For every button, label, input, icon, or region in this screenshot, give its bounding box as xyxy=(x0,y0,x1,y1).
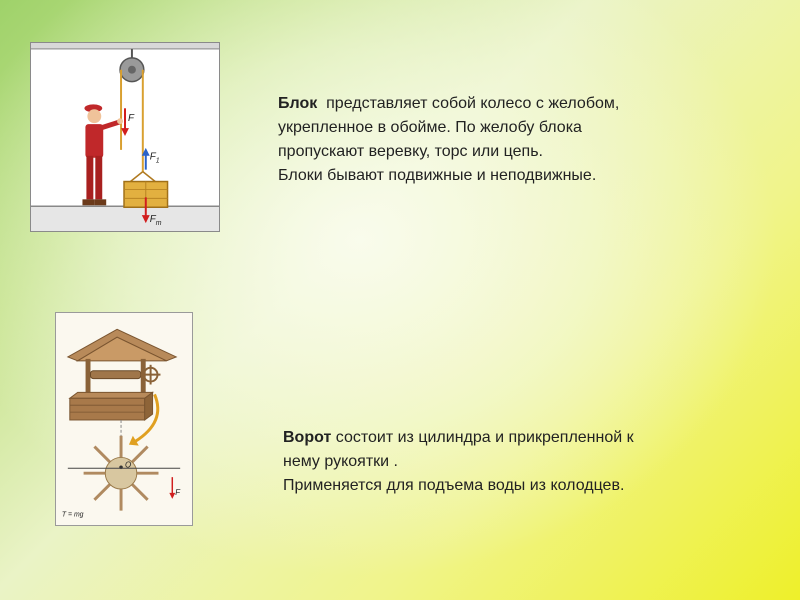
floor xyxy=(31,206,219,231)
pulley-term: Блок xyxy=(278,95,318,112)
force-label: F xyxy=(175,487,181,497)
well-box xyxy=(70,392,153,420)
gravity-label: $F_т$ xyxy=(149,214,162,228)
winch-illustration xyxy=(55,312,193,526)
winch-wheel-diagram xyxy=(68,436,180,511)
pulley-drawing xyxy=(31,43,219,231)
winch-term: Ворот xyxy=(283,429,332,446)
winch-drawing xyxy=(56,313,192,525)
winch-drum xyxy=(90,371,140,379)
tension-label: $F_1$ xyxy=(149,151,160,165)
well-roof xyxy=(68,329,176,361)
ceiling xyxy=(31,43,219,49)
winch-line-1: Ворот состоит из цилиндра и прикрепленной к xyxy=(283,429,634,446)
worker-figure xyxy=(82,104,123,205)
pulley-line-1: Блок представляет собой колесо с желобом, xyxy=(278,95,620,112)
pulley-line-3: пропускают веревку, торс или цепь. xyxy=(278,143,543,160)
pulley-illustration xyxy=(30,42,220,232)
winch-description xyxy=(283,426,743,498)
formula-label: T = mg xyxy=(61,511,84,519)
center-label: O xyxy=(124,460,132,470)
applied-force-label: F xyxy=(127,113,135,125)
pulley-line-4: Блоки бывают подвижные и неподвижные. xyxy=(278,167,597,184)
pulley-wheel xyxy=(120,58,144,82)
winch-line-2: нему рукоятки . xyxy=(283,453,398,470)
winch-line-3: Применяется для подъема воды из колодцев. xyxy=(283,477,625,494)
pulley-description xyxy=(278,92,738,188)
pulley-line-2: укрепленное в обойме. По желобу блока xyxy=(278,119,582,136)
